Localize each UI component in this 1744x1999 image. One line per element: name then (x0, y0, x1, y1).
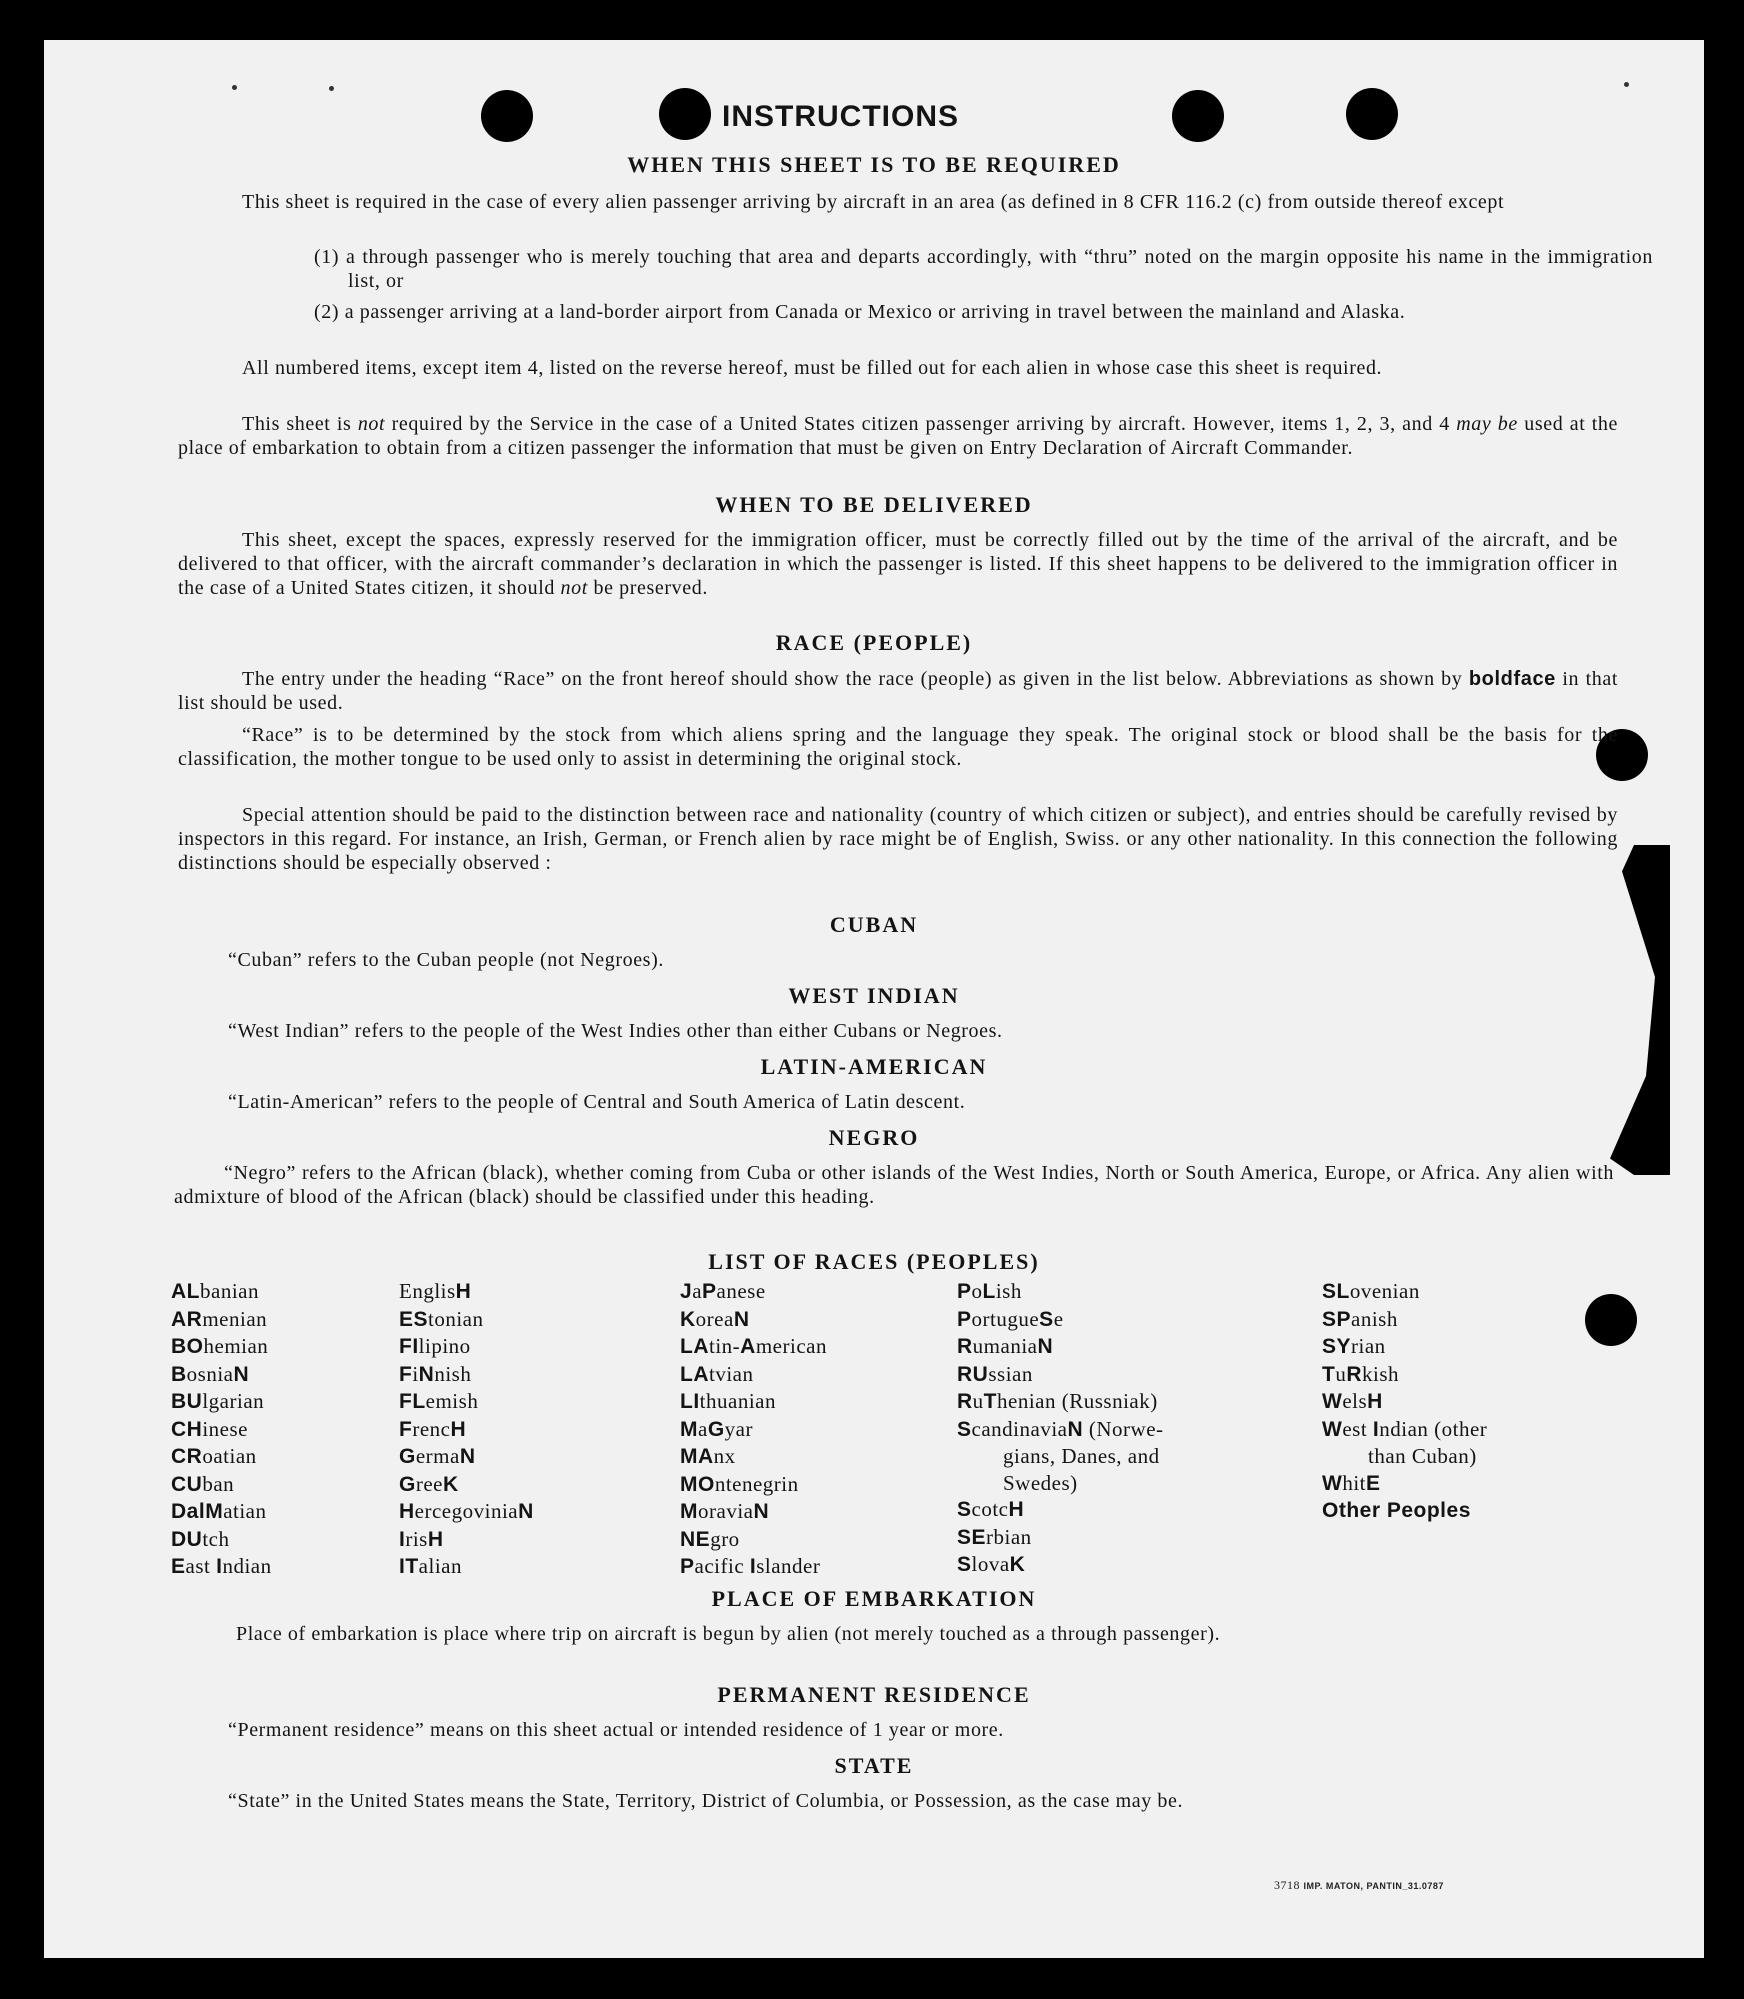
race-list-item: JaPanese (680, 1279, 766, 1303)
heading-west-indian: WEST INDIAN (788, 983, 960, 1008)
heading-when-delivered: WHEN TO BE DELIVERED (715, 492, 1033, 517)
list-item-exception-1: (1) a through passenger who is merely touching that area and departs accordingly, with “thru” noted on the margin opposite his name in the immigration list, or (314, 246, 1653, 292)
race-list-item: GermaN (399, 1444, 476, 1468)
para-state: “State” in the United States means the State, Territory, District of Columbia, or Possession, as the case may be. (228, 1790, 1184, 1812)
race-list-item: LIthuanian (680, 1389, 776, 1413)
para-delivered: This sheet, except the spaces, expressly reserved for the immigration officer, must be correctly filled out by the time of the arrival of the aircraft, and be delivered to that officer, with the aircraft commander’s declaration in which the passenger is listed. If this sheet happens to be delivered to the immigration officer in the case of a United States citizen, it should not be preserved. (178, 529, 1618, 599)
punch-hole (659, 88, 711, 140)
heading-place-of-embarkation: PLACE OF EMBARKATION (711, 1586, 1037, 1611)
race-list-item: ScotcH (957, 1497, 1025, 1521)
race-list-item: LAtvian (680, 1361, 754, 1386)
heading-latin-american: LATIN-AMERICAN (760, 1054, 988, 1079)
heading-race: RACE (PEOPLE) (775, 630, 973, 655)
race-list-item: SlovaK (957, 1552, 1026, 1576)
race-list-item: CUban (171, 1471, 235, 1496)
speck (1624, 82, 1629, 87)
race-list-item: DalMatian (171, 1499, 267, 1523)
race-column (1322, 1278, 1487, 1525)
printer-name: IMP. MATON, PANTIN_31.0787 (1303, 1881, 1444, 1891)
race-list-item: ALbanian (171, 1279, 259, 1303)
race-list-item: FIlipino (399, 1334, 471, 1358)
race-list-item: WhitE (1322, 1470, 1381, 1495)
heading-permanent-residence: PERMANENT RESIDENCE (717, 1682, 1031, 1707)
list-item-exception-2: (2) a passenger arriving at a land-border airport from Canada or Mexico or arriving in travel between the mainland and Alaska. (314, 301, 1406, 323)
race-list-item: EnglisH (399, 1279, 472, 1303)
para-race-entry: The entry under the heading “Race” on the front hereof should show the race (people) as given in the list below. Abbreviations as shown by boldface in that list should be used. (178, 668, 1618, 714)
race-column (680, 1278, 827, 1581)
race-list-item: East Indian (171, 1554, 272, 1578)
race-column (957, 1278, 1164, 1579)
race-list-item: SYrian (1322, 1334, 1386, 1358)
race-list-item: MAnx (680, 1444, 736, 1468)
race-list-item-continuation: gians, Danes, and (1003, 1444, 1160, 1468)
heading-list-of-races: LIST OF RACES (PEOPLES) (708, 1249, 1040, 1274)
race-list-item: Pacific Islander (680, 1554, 821, 1578)
race-list-item: ITalian (399, 1554, 462, 1578)
race-column (171, 1278, 272, 1581)
race-list-item: BUlgarian (171, 1389, 265, 1413)
race-list-item: CRoatian (171, 1444, 257, 1468)
race-list-item: ARmenian (171, 1306, 268, 1331)
race-list-item: DUtch (171, 1526, 230, 1551)
race-list-item: MOntenegrin (680, 1471, 799, 1496)
para-negro: “Negro” refers to the African (black), whether coming from Cuba or other islands of the West Indies, North or South America, Europe, or Africa. Any alien with admixture of blood of the African (black) should be classified under this heading. (174, 1162, 1614, 1208)
race-list-item: EStonian (399, 1306, 484, 1331)
race-list-item: NEgro (680, 1526, 740, 1551)
page-title: INSTRUCTIONS (722, 100, 959, 133)
race-list-item: MoraviaN (680, 1499, 770, 1523)
para-numbered-items: All numbered items, except item 4, listed on the reverse hereof, must be filled out for each alien in whose case this sheet is required. (242, 357, 1383, 379)
race-list-item: GreeK (399, 1471, 459, 1496)
para-race-nationality: Special attention should be paid to the distinction between race and nationality (country of which citizen or subject), and entries should be carefully revised by inspectors in this regard. For instance, an Irish, German, or French alien by race might be of English, Swiss. or any other nationality. In this connection the following distinctions should be especially observed : (178, 804, 1618, 874)
para-required-intro: This sheet is required in the case of every alien passenger arriving by aircraft in an area (as defined in 8 CFR 116.2 (c) from outside thereof except (242, 191, 1505, 213)
race-list-item: ScandinaviaN (Norwe- (957, 1416, 1164, 1441)
race-list-item: Other Peoples (1322, 1499, 1471, 1522)
para-permanent-residence: “Permanent residence” means on this sheet actual or intended residence of 1 year or more. (228, 1719, 1004, 1741)
race-list-item: IrisH (399, 1526, 444, 1551)
speck (232, 85, 237, 90)
para-cuban: “Cuban” refers to the Cuban people (not Negroes). (228, 949, 664, 971)
race-list-item: KoreaN (680, 1306, 750, 1331)
heading-cuban: CUBAN (829, 912, 919, 937)
heading-state: STATE (834, 1753, 914, 1778)
form-number: 3718 (1274, 1878, 1300, 1892)
race-list-item: RuThenian (Russniak) (957, 1389, 1158, 1413)
race-list-item: PoLish (957, 1279, 1022, 1303)
race-list-item: SErbian (957, 1524, 1032, 1549)
race-column (399, 1278, 534, 1581)
race-list-item: WelsH (1322, 1389, 1383, 1413)
punch-hole (481, 90, 533, 142)
race-list-item: RUssian (957, 1361, 1033, 1386)
race-list-item: West Indian (other (1322, 1416, 1488, 1441)
printer-imprint (1274, 1878, 1444, 1893)
race-list-item: CHinese (171, 1416, 248, 1441)
punch-hole (1172, 90, 1224, 142)
race-list-item-continuation: than Cuban) (1368, 1444, 1477, 1468)
race-list-item: FiNnish (399, 1361, 472, 1386)
para-embarkation: Place of embarkation is place where trip on aircraft is begun by alien (not merely touched as a through passenger). (236, 1623, 1221, 1645)
heading-negro: NEGRO (828, 1125, 920, 1150)
para-latin-american: “Latin-American” refers to the people of Central and South America of Latin descent. (228, 1091, 966, 1113)
para-race-stock: “Race” is to be determined by the stock from which aliens spring and the language they speak. The original stock or blood shall be the basis for the classification, the mother tongue to be used only to assist in determining the original stock. (178, 724, 1618, 770)
race-list-item-continuation: Swedes) (1003, 1470, 1078, 1495)
punch-hole (1346, 88, 1398, 140)
race-list-item: BosniaN (171, 1361, 250, 1386)
race-list-item: FrencH (399, 1416, 467, 1441)
race-list-item: TuRkish (1322, 1361, 1400, 1386)
race-list-item: MaGyar (680, 1416, 753, 1441)
instruction-sheet (44, 40, 1704, 1958)
race-list-item: LAtin-American (680, 1334, 827, 1358)
race-list-item: BOhemian (171, 1334, 269, 1358)
punch-hole (1585, 1294, 1637, 1346)
race-list-item: SPanish (1322, 1306, 1398, 1331)
race-list-item: RumaniaN (957, 1334, 1054, 1358)
para-citizen: This sheet is not required by the Service in the case of a United States citizen passenger arriving by aircraft. However, items 1, 2, 3, and 4 may be used at the place of embarkation to obtain from a citizen passenger the information that must be given on Entry Declaration of Aircraft Commander. (178, 413, 1618, 459)
heading-when-required: WHEN THIS SHEET IS TO BE REQUIRED (627, 152, 1121, 177)
race-list-item: SLovenian (1322, 1279, 1420, 1303)
race-list-item: HercegoviniaN (399, 1499, 534, 1523)
race-list-item: PortugueSe (957, 1306, 1064, 1331)
speck (329, 86, 334, 91)
para-west-indian: “West Indian” refers to the people of the West Indies other than either Cubans or Negroes. (228, 1020, 1003, 1042)
race-list-item: FLemish (399, 1389, 479, 1413)
